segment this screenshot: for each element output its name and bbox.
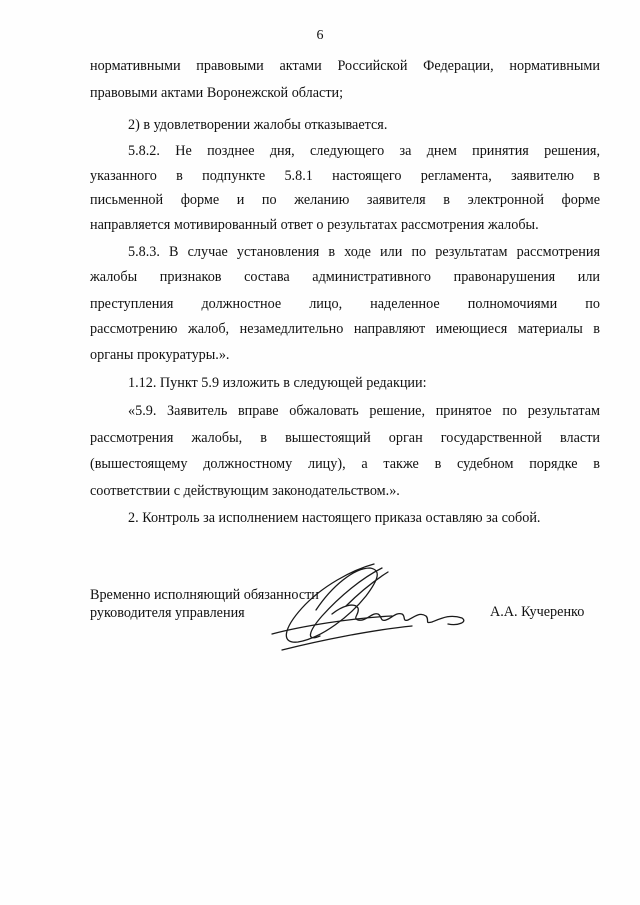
- text-line-18: 2. Контроль за исполнением настоящего приказа оставляю за собой.: [128, 510, 541, 526]
- page-number: 6: [316, 28, 324, 43]
- text-line-7: направляется мотивированный ответ о результатах рассмотрения жалобы.: [90, 217, 539, 233]
- text-line-6: письменной форме и по желанию заявителя в электронной форме: [90, 192, 600, 208]
- text-line-12: органы прокуратуры.».: [90, 347, 230, 363]
- text-line-3: 2) в удовлетворении жалобы отказывается.: [128, 117, 388, 133]
- text-line-9: жалобы признаков состава административного правонарушения или: [90, 269, 600, 285]
- text-line-2: правовыми актами Воронежской области;: [90, 85, 344, 101]
- text-line-17: соответствии с действующим законодательством.».: [90, 483, 400, 499]
- handwritten-signature: [262, 556, 482, 656]
- text-line-14: «5.9. Заявитель вправе обжаловать решение, принятое по результатам: [128, 403, 600, 419]
- text-line-11: рассмотрению жалоб, незамедлительно направляют имеющиеся материалы в: [90, 321, 600, 337]
- signatory-position-line2: руководителя управления: [90, 605, 245, 621]
- text-line-16: (вышестоящему должностному лицу), а также в судебном порядке в: [90, 456, 600, 472]
- signatory-position-line1: Временно исполняющий обязанности: [90, 587, 319, 603]
- text-line-15: рассмотрения жалобы, в вышестоящий орган государственной власти: [90, 430, 600, 446]
- text-line-13: 1.12. Пункт 5.9 изложить в следующей редакции:: [128, 375, 427, 391]
- text-line-1: нормативными правовыми актами Российской Федерации, нормативными: [90, 58, 600, 74]
- text-line-5: указанного в подпункте 5.8.1 настоящего регламента, заявителю в: [90, 168, 600, 184]
- text-line-8: 5.8.3. В случае установления в ходе или по результатам рассмотрения: [128, 244, 600, 260]
- signatory-name: А.А. Кучеренко: [490, 604, 585, 620]
- text-line-10: преступления должностное лицо, наделенное полномочиями по: [90, 296, 600, 312]
- text-line-4: 5.8.2. Не позднее дня, следующего за днем принятия решения,: [128, 143, 600, 159]
